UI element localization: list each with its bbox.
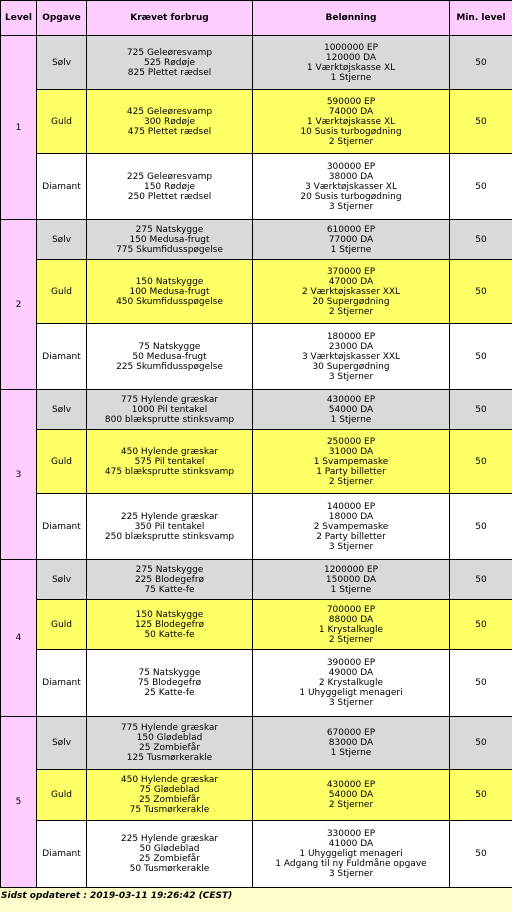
- requirement-line: 725 Geleøresvamp: [126, 47, 213, 58]
- task-cell: Guld: [37, 430, 87, 494]
- reward-line: 47000 DA: [328, 276, 374, 287]
- min-level-cell: 50: [450, 430, 512, 494]
- reward-line: 10 Susis turbogødning: [300, 126, 402, 137]
- reward-line: 2 Svampemaske: [313, 521, 389, 532]
- reward-line: 2 Stjerner: [328, 476, 374, 487]
- requirement-cell: [87, 154, 253, 220]
- requirement-line: 225 Hylende græskar: [120, 834, 219, 844]
- reward-cell: [253, 430, 450, 494]
- min-level-cell: 50: [450, 821, 512, 888]
- reward-cell: [253, 90, 450, 154]
- reward-line: 140000 EP: [326, 501, 376, 512]
- reward-line: 2 Party billetter: [316, 531, 386, 542]
- requirement-line: 225 Blodegefrø: [134, 574, 205, 585]
- reward-line: 2 Stjerner: [328, 136, 374, 147]
- requirement-line: 250 Plettet rædsel: [127, 191, 212, 202]
- reward-line: 430000 EP: [326, 780, 376, 790]
- reward-cell: [253, 154, 450, 220]
- reward-line: 38000 DA: [328, 171, 374, 182]
- requirement-line: 75 Natskygge: [138, 341, 201, 352]
- reward-line: 23000 DA: [328, 341, 374, 352]
- requirement-line: 125 Blodegefrø: [134, 619, 205, 630]
- requirement-line: 825 Plettet rædsel: [127, 67, 212, 78]
- min-level-cell: 50: [450, 390, 512, 430]
- requirement-line: 150 Natskygge: [135, 276, 204, 287]
- requirement-cell: [87, 770, 253, 821]
- reward-line: 1 Stjerne: [330, 584, 372, 595]
- header-requirement: Krævet forbrug: [87, 1, 253, 36]
- requirement-line: 25 Zombiefår: [139, 854, 200, 864]
- reward-line: 1 Party billetter: [316, 466, 386, 477]
- reward-line: 3 Stjerner: [328, 869, 374, 879]
- requirement-line: 800 blæksprutte stinksvamp: [104, 414, 235, 425]
- requirement-line: 525 Rødøje: [143, 57, 196, 68]
- min-level-cell: 50: [450, 154, 512, 220]
- requirement-line: 50 Katte-fe: [144, 629, 195, 640]
- task-cell: Sølv: [37, 220, 87, 260]
- reward-cell: [253, 36, 450, 90]
- requirement-line: 150 Glødeblad: [136, 733, 203, 743]
- reward-line: 49000 DA: [328, 668, 374, 678]
- min-level-cell: 50: [450, 600, 512, 650]
- reward-line: 1 Uhyggeligt menageri: [299, 688, 403, 698]
- requirement-line: 1000 Pil tentakel: [131, 404, 208, 415]
- task-cell: Sølv: [37, 36, 87, 90]
- reward-line: 1 Værktøjskasse XL: [306, 116, 396, 127]
- reward-line: 54000 DA: [328, 404, 374, 415]
- min-level-cell: 50: [450, 560, 512, 600]
- reward-line: 18000 DA: [328, 511, 374, 522]
- quest-row: [1, 650, 512, 717]
- reward-line: 3 Stjerner: [328, 201, 374, 212]
- requirement-cell: [87, 90, 253, 154]
- reward-line: 54000 DA: [328, 790, 374, 800]
- requirement-line: 300 Rødøje: [143, 116, 196, 127]
- task-cell: Diamant: [37, 650, 87, 717]
- requirement-line: 225 Hylende græskar: [120, 511, 219, 522]
- reward-line: 1 Svampemaske: [313, 456, 389, 467]
- reward-cell: [253, 390, 450, 430]
- requirement-cell: [87, 650, 253, 717]
- reward-line: 1000000 EP: [323, 42, 379, 53]
- requirement-cell: [87, 717, 253, 770]
- reward-line: 670000 EP: [326, 728, 376, 738]
- reward-line: 83000 DA: [328, 738, 374, 748]
- min-level-cell: 50: [450, 90, 512, 154]
- reward-line: 1 Stjerne: [330, 244, 372, 255]
- level-cell: 4: [1, 560, 37, 717]
- quest-row: [1, 90, 512, 154]
- task-cell: Guld: [37, 90, 87, 154]
- requirement-line: 225 Geleøresvamp: [126, 171, 213, 182]
- reward-line: 1 Krystalkugle: [318, 624, 384, 635]
- requirement-cell: [87, 821, 253, 888]
- reward-line: 1 Stjerne: [330, 414, 372, 425]
- min-level-cell: 50: [450, 494, 512, 560]
- reward-line: 3 Stjerner: [328, 371, 374, 382]
- requirement-line: 225 Skumfidusspøgelse: [116, 361, 223, 372]
- reward-line: 3 Værktøjskasser XL: [305, 181, 397, 192]
- reward-line: 390000 EP: [326, 658, 376, 668]
- min-level-cell: 50: [450, 717, 512, 770]
- min-level-cell: 50: [450, 770, 512, 821]
- task-cell: Sølv: [37, 560, 87, 600]
- min-level-cell: 50: [450, 650, 512, 717]
- reward-line: 2 Stjerner: [328, 306, 374, 317]
- reward-line: 20 Susis turbogødning: [300, 191, 402, 202]
- requirement-line: 25 Zombiefår: [139, 743, 200, 753]
- header-level: Level: [1, 1, 37, 36]
- reward-cell: [253, 650, 450, 717]
- quest-row: [1, 494, 512, 560]
- level-cell: 1: [1, 36, 37, 220]
- reward-line: 370000 EP: [326, 266, 376, 277]
- requirement-line: 350 Pil tentakel: [134, 521, 205, 532]
- reward-line: 3 Stjerner: [328, 698, 374, 708]
- task-cell: Sølv: [37, 390, 87, 430]
- reward-line: 180000 EP: [326, 331, 376, 342]
- requirement-cell: [87, 390, 253, 430]
- reward-line: 1 Stjerne: [330, 72, 372, 83]
- requirement-cell: [87, 220, 253, 260]
- requirement-line: 450 Hylende græskar: [120, 775, 219, 785]
- reward-line: 610000 EP: [326, 224, 376, 235]
- reward-line: 20 Supergødning: [312, 296, 390, 307]
- requirement-cell: [87, 560, 253, 600]
- header-reward: Belønning: [253, 1, 450, 36]
- reward-cell: [253, 220, 450, 260]
- reward-line: 1 Adgang til ny Fuldmåne opgave: [275, 859, 427, 869]
- reward-line: 31000 DA: [328, 446, 374, 457]
- min-level-cell: 50: [450, 324, 512, 390]
- reward-cell: [253, 560, 450, 600]
- requirement-cell: [87, 324, 253, 390]
- reward-cell: [253, 260, 450, 324]
- quest-row: [1, 324, 512, 390]
- reward-line: 2 Stjerner: [328, 634, 374, 645]
- requirement-line: 50 Tusmørkerakle: [129, 864, 210, 874]
- reward-cell: [253, 717, 450, 770]
- min-level-cell: 50: [450, 260, 512, 324]
- reward-line: 30 Supergødning: [312, 361, 390, 372]
- level-cell: 3: [1, 390, 37, 560]
- reward-line: 430000 EP: [326, 394, 376, 405]
- task-cell: Sølv: [37, 717, 87, 770]
- task-cell: Diamant: [37, 494, 87, 560]
- task-cell: Diamant: [37, 154, 87, 220]
- requirement-line: 275 Natskygge: [135, 224, 204, 235]
- reward-line: 77000 DA: [328, 234, 374, 245]
- requirement-line: 775 Skumfidusspøgelse: [116, 244, 223, 255]
- reward-cell: [253, 770, 450, 821]
- requirement-line: 150 Medusa-frugt: [129, 234, 210, 245]
- requirement-line: 475 Plettet rædsel: [127, 126, 212, 137]
- reward-line: 3 Værktøjskasser XXL: [301, 351, 401, 362]
- requirement-line: 75 Natskygge: [138, 668, 201, 678]
- header-min-level: Min. level: [450, 1, 512, 36]
- quest-row: [1, 220, 512, 260]
- reward-line: 74000 DA: [328, 106, 374, 117]
- quest-row: [1, 430, 512, 494]
- quest-row: [1, 600, 512, 650]
- requirement-line: 25 Katte-fe: [144, 688, 195, 698]
- quest-row: [1, 821, 512, 888]
- requirement-cell: [87, 36, 253, 90]
- requirement-line: 50 Glødeblad: [139, 844, 200, 854]
- requirement-line: 75 Tusmørkerakle: [129, 805, 210, 815]
- requirement-line: 775 Hylende græskar: [120, 394, 219, 405]
- level-cell: 2: [1, 220, 37, 390]
- header-row: [1, 1, 512, 36]
- quest-row: [1, 390, 512, 430]
- reward-line: 2 Stjerner: [328, 800, 374, 810]
- requirement-cell: [87, 430, 253, 494]
- requirement-line: 150 Rødøje: [143, 181, 196, 192]
- reward-line: 2 Krystalkugle: [318, 678, 384, 688]
- level-cell: 5: [1, 717, 37, 888]
- requirement-line: 75 Katte-fe: [144, 584, 195, 595]
- requirement-cell: [87, 494, 253, 560]
- quest-row: [1, 770, 512, 821]
- requirement-cell: [87, 600, 253, 650]
- task-cell: Guld: [37, 770, 87, 821]
- requirement-line: 575 Pil tentakel: [134, 456, 205, 467]
- requirement-line: 100 Medusa-frugt: [129, 286, 210, 297]
- reward-cell: [253, 324, 450, 390]
- reward-cell: [253, 600, 450, 650]
- task-cell: Guld: [37, 260, 87, 324]
- quest-row: [1, 260, 512, 324]
- min-level-cell: 50: [450, 220, 512, 260]
- reward-line: 300000 EP: [326, 161, 376, 172]
- reward-line: 700000 EP: [326, 604, 376, 615]
- reward-line: 41000 DA: [328, 839, 374, 849]
- quest-row: [1, 36, 512, 90]
- min-level-cell: 50: [450, 36, 512, 90]
- last-updated: Sidst opdateret : 2019-03-11 19:26:42 (CEST): [1, 891, 233, 901]
- requirement-line: 75 Blodegefrø: [137, 678, 202, 688]
- requirement-line: 275 Natskygge: [135, 564, 204, 575]
- requirement-line: 775 Hylende græskar: [120, 723, 219, 733]
- requirement-line: 425 Geleøresvamp: [126, 106, 213, 117]
- reward-line: 1 Uhyggeligt menageri: [299, 849, 403, 859]
- requirement-line: 150 Natskygge: [135, 609, 204, 620]
- reward-cell: [253, 821, 450, 888]
- requirement-cell: [87, 260, 253, 324]
- reward-line: 88000 DA: [328, 614, 374, 625]
- reward-line: 2 Værktøjskasser XXL: [301, 286, 401, 297]
- requirement-line: 475 blæksprutte stinksvamp: [104, 466, 235, 477]
- requirement-line: 75 Glødeblad: [139, 785, 200, 795]
- requirement-line: 25 Zombiefår: [139, 795, 200, 805]
- task-cell: Guld: [37, 600, 87, 650]
- requirement-line: 450 Skumfidusspøgelse: [116, 296, 223, 307]
- reward-line: 120000 DA: [325, 52, 377, 63]
- requirement-line: 250 blæksprutte stinksvamp: [104, 531, 235, 542]
- reward-line: 1200000 EP: [323, 564, 379, 575]
- reward-line: 250000 EP: [326, 436, 376, 447]
- reward-line: 330000 EP: [326, 829, 376, 839]
- reward-line: 1 Stjerne: [330, 748, 372, 758]
- quest-row: [1, 717, 512, 770]
- reward-cell: [253, 494, 450, 560]
- reward-line: 3 Stjerner: [328, 541, 374, 552]
- quest-row: [1, 154, 512, 220]
- task-cell: Diamant: [37, 821, 87, 888]
- reward-line: 150000 DA: [325, 574, 377, 585]
- reward-line: 1 Værktøjskasse XL: [306, 62, 396, 73]
- requirement-line: 125 Tusmørkerakle: [126, 753, 213, 763]
- header-task: Opgave: [37, 1, 87, 36]
- quest-row: [1, 560, 512, 600]
- requirement-line: 450 Hylende græskar: [120, 446, 219, 457]
- requirement-line: 50 Medusa-frugt: [132, 351, 207, 362]
- task-cell: Diamant: [37, 324, 87, 390]
- reward-line: 590000 EP: [326, 96, 376, 107]
